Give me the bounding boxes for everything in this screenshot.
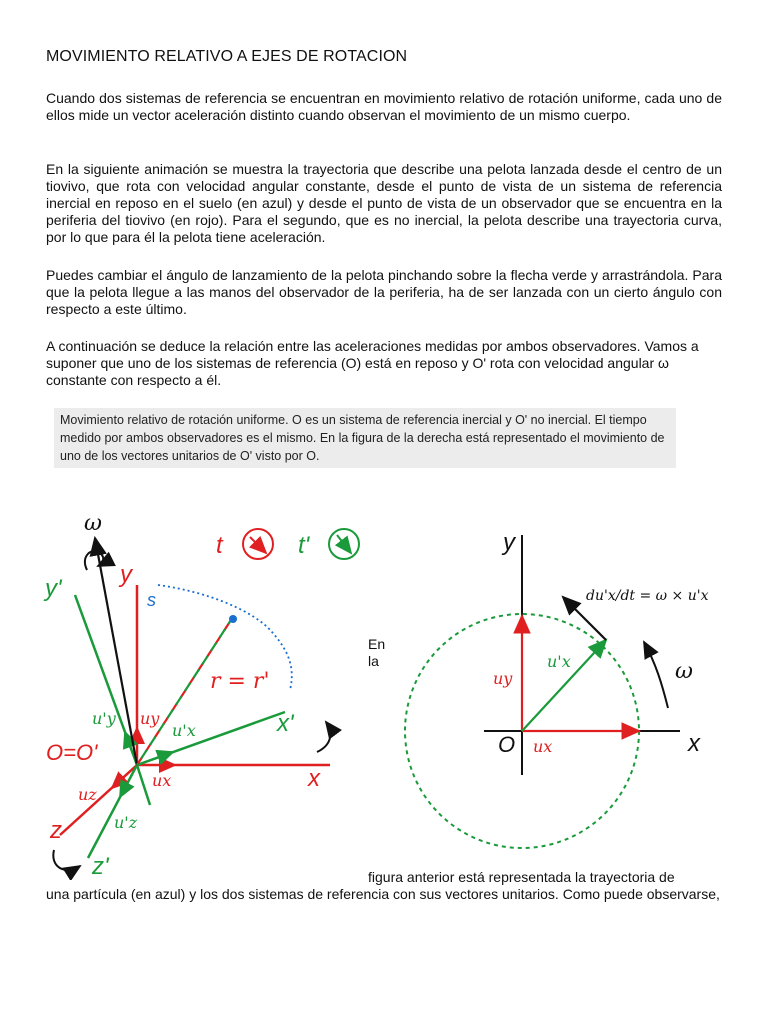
u-x-label: ux: [533, 737, 553, 756]
z-rotation-arrow: [53, 850, 80, 870]
figure-right-unit-vector-rotation: [390, 0, 750, 880]
x-prime-rotation-arrow: [317, 722, 330, 752]
u-prime-x-label: u'x: [547, 652, 571, 671]
u-prime-z-vector: [120, 765, 137, 797]
z-label: z: [50, 817, 62, 844]
u-prime-x-label: u'x: [172, 721, 196, 740]
derivative-formula: du'x/dt = ω × u'x: [586, 588, 709, 604]
paragraph-1: Cuando dos sistemas de referencia se encuentran en movimiento relativo de rotación uniforme, cada uno de ellos mide un vector aceleración distinto cuando observan el movimiento de un mismo cuerpo.: [46, 90, 722, 123]
clock-t-hand: [250, 537, 266, 553]
s-label: s: [147, 590, 156, 610]
page-title: MOVIMIENTO RELATIVO A EJES DE ROTACION: [46, 48, 408, 65]
u-x-label: ux: [152, 771, 172, 790]
x-label: x: [308, 765, 320, 792]
z-prime-label: z': [92, 853, 109, 880]
u-y-label: uy: [140, 709, 160, 728]
continuation-line-1: figura anterior está representada la trayectoria de: [368, 869, 675, 885]
u-prime-z-label: u'z: [114, 813, 138, 832]
continuation-line-2: una partícula (en azul) y los dos sistemas de referencia con sus vectores unitarios. Como puede observarse,: [46, 886, 720, 902]
t-prime-label: t': [298, 532, 310, 559]
clock-t-prime-hand: [337, 535, 351, 553]
origin-label: O: [498, 732, 516, 757]
u-z-vector: [112, 765, 137, 788]
omega-label: ω: [675, 659, 693, 684]
u-prime-y-label: u'y: [92, 709, 116, 728]
inline-fragment: En la: [368, 636, 386, 669]
y-label: y: [120, 561, 132, 588]
x-prime-label: x': [277, 710, 294, 737]
x-label: x: [688, 730, 700, 757]
origin-label: O=O': [46, 740, 98, 765]
paragraph-3: Puedes cambiar el ángulo de lanzamiento de la pelota pinchando sobre la flecha verde y arrastrándola. Para que la pelota llegue a las manos del observador de la periferia, ha de ser lanzada con un cierto ángulo con respecto a este último.: [46, 267, 722, 317]
u-y-label: uy: [493, 669, 513, 688]
paragraph-4: A continuación se deduce la relación entre las aceleraciones medidas por ambos observadores. Vamos a suponer que uno de los sistemas de referencia (O) está en reposo y O' rota con velocidad angular ω constante con respecto a él.: [46, 338, 699, 388]
y-label: y: [503, 529, 515, 556]
particle-point: [229, 615, 237, 623]
y-prime-label: y': [45, 575, 62, 602]
paragraph-2: En la siguiente animación se muestra la trayectoria que describe una pelota lanzada desde el centro de un tiovivo, que rota con velocidad angular constante, desde el punto de vista de un sistema de referencia inercial en reposo en el suelo (en azul) y desde el punto de vista de un observador que se encuentra en la periferia del tiovivo (en rojo). Para el segundo, que es no inercial, la pelota describe una trayectoria curva, por lo que para él la pelota tiene aceleración.: [46, 161, 722, 245]
omega-rotation-arrow: [644, 642, 668, 708]
r-equals-label: r = r': [210, 669, 270, 694]
omega-label: ω: [84, 511, 102, 536]
u-z-label: uz: [78, 785, 97, 804]
z-prime-back-line: [137, 765, 150, 805]
figure-left-rotating-frames: [40, 0, 370, 880]
figure-caption: Movimiento relativo de rotación uniforme. O es un sistema de referencia inercial y O' no inercial. El tiempo medido por ambos observadores es el mismo. En la figura de la derecha está representado el movimiento de uno de los vectores unitarios de O' visto por O.: [54, 408, 676, 468]
t-label: t: [216, 532, 223, 559]
